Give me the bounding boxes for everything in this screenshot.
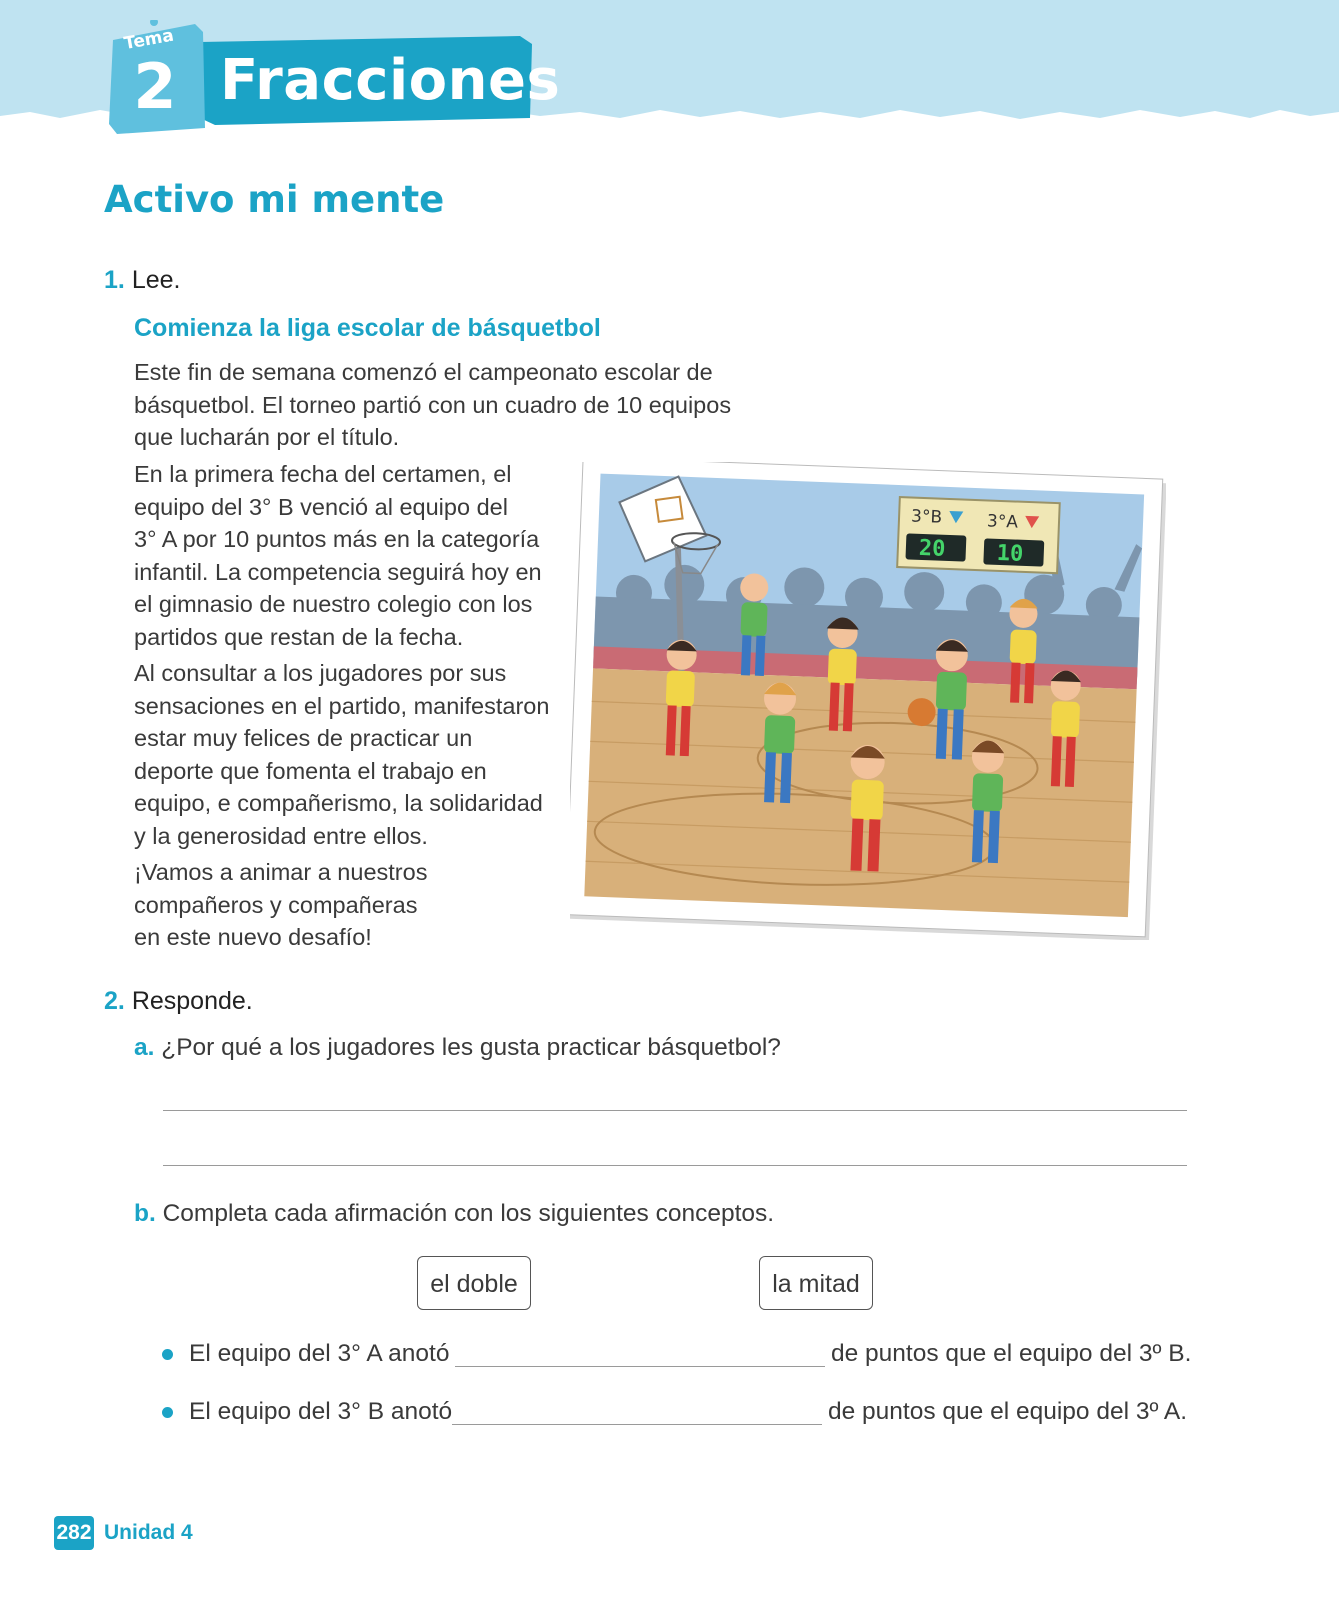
scoreboard-score-a: 10 <box>996 540 1024 567</box>
page-number: 282 <box>54 1516 94 1550</box>
bullet-icon <box>162 1349 173 1360</box>
bullet-icon <box>162 1407 173 1418</box>
article-paragraph-2: En la primera fecha del certamen, el equipo del 3° B venció al equipo del 3° A por 10 puntos más en la categoría infantil. La competencia seguirá hoy en el gimnasio de nuestro colegio con los partidos que restan de la fecha. <box>134 461 542 650</box>
item-2-instruction: Responde. <box>131 987 253 1015</box>
question-b <box>134 1198 774 1230</box>
article-paragraph-3: Al consultar a los jugadores por sus sensaciones en el partido, manifestaron estar muy felices de practicar un deporte que fomenta el trabajo en equipo, e compañerismo, la solidaridad y la generosidad entre ellos. <box>134 660 550 849</box>
question-b-letter: b. <box>134 1200 156 1227</box>
section-heading: Activo mi mente <box>104 178 445 221</box>
item-1-instruction: Lee. <box>131 266 181 294</box>
item-1-heading <box>104 264 180 296</box>
basketball-illustration <box>570 462 1166 940</box>
question-b-text: Completa cada afirmación con los siguientes conceptos. <box>162 1200 775 1227</box>
question-a-letter: a. <box>134 1034 155 1061</box>
item-1-number: 1. <box>104 266 125 294</box>
article-title: Comienza la liga escolar de básquetbol <box>134 314 601 342</box>
scoreboard-team-a: 3°A <box>986 511 1019 533</box>
statement-1-blank[interactable] <box>455 1366 825 1367</box>
chapter-title: Fracciones <box>220 48 561 113</box>
scoreboard-team-b: 3°B <box>910 506 943 528</box>
unit-label: Unidad 4 <box>104 1521 193 1544</box>
item-2-heading <box>104 985 253 1017</box>
statement-2-after: de puntos que el equipo del 3º A. <box>828 1398 1188 1425</box>
scoreboard-score-b: 20 <box>918 535 946 562</box>
tema-label: Tema <box>122 25 176 54</box>
statement-2-before: El equipo del 3° B anotó <box>189 1398 453 1425</box>
concept-el-doble: el doble <box>417 1256 531 1310</box>
article-paragraph-4: ¡Vamos a animar a nuestros compañeros y compañeras en este nuevo desafío! <box>134 859 428 950</box>
answer-line-1[interactable] <box>163 1110 1187 1111</box>
question-a-text: ¿Por qué a los jugadores les gusta practicar básquetbol? <box>161 1034 781 1061</box>
item-2-number: 2. <box>104 987 125 1015</box>
statement-1-before: El equipo del 3° A anotó <box>189 1340 450 1367</box>
article-paragraph-1: Este fin de semana comenzó el campeonato escolar de básquetbol. El torneo partió con un cuadro de 10 equipos que lucharán por el título. <box>134 359 732 450</box>
concept-la-mitad: la mitad <box>759 1256 873 1310</box>
tema-number: 2 <box>133 50 177 123</box>
answer-line-2[interactable] <box>163 1165 1187 1166</box>
statement-2-blank[interactable] <box>452 1424 822 1425</box>
question-a <box>134 1032 781 1064</box>
statement-1-after: de puntos que el equipo del 3º B. <box>831 1340 1192 1367</box>
